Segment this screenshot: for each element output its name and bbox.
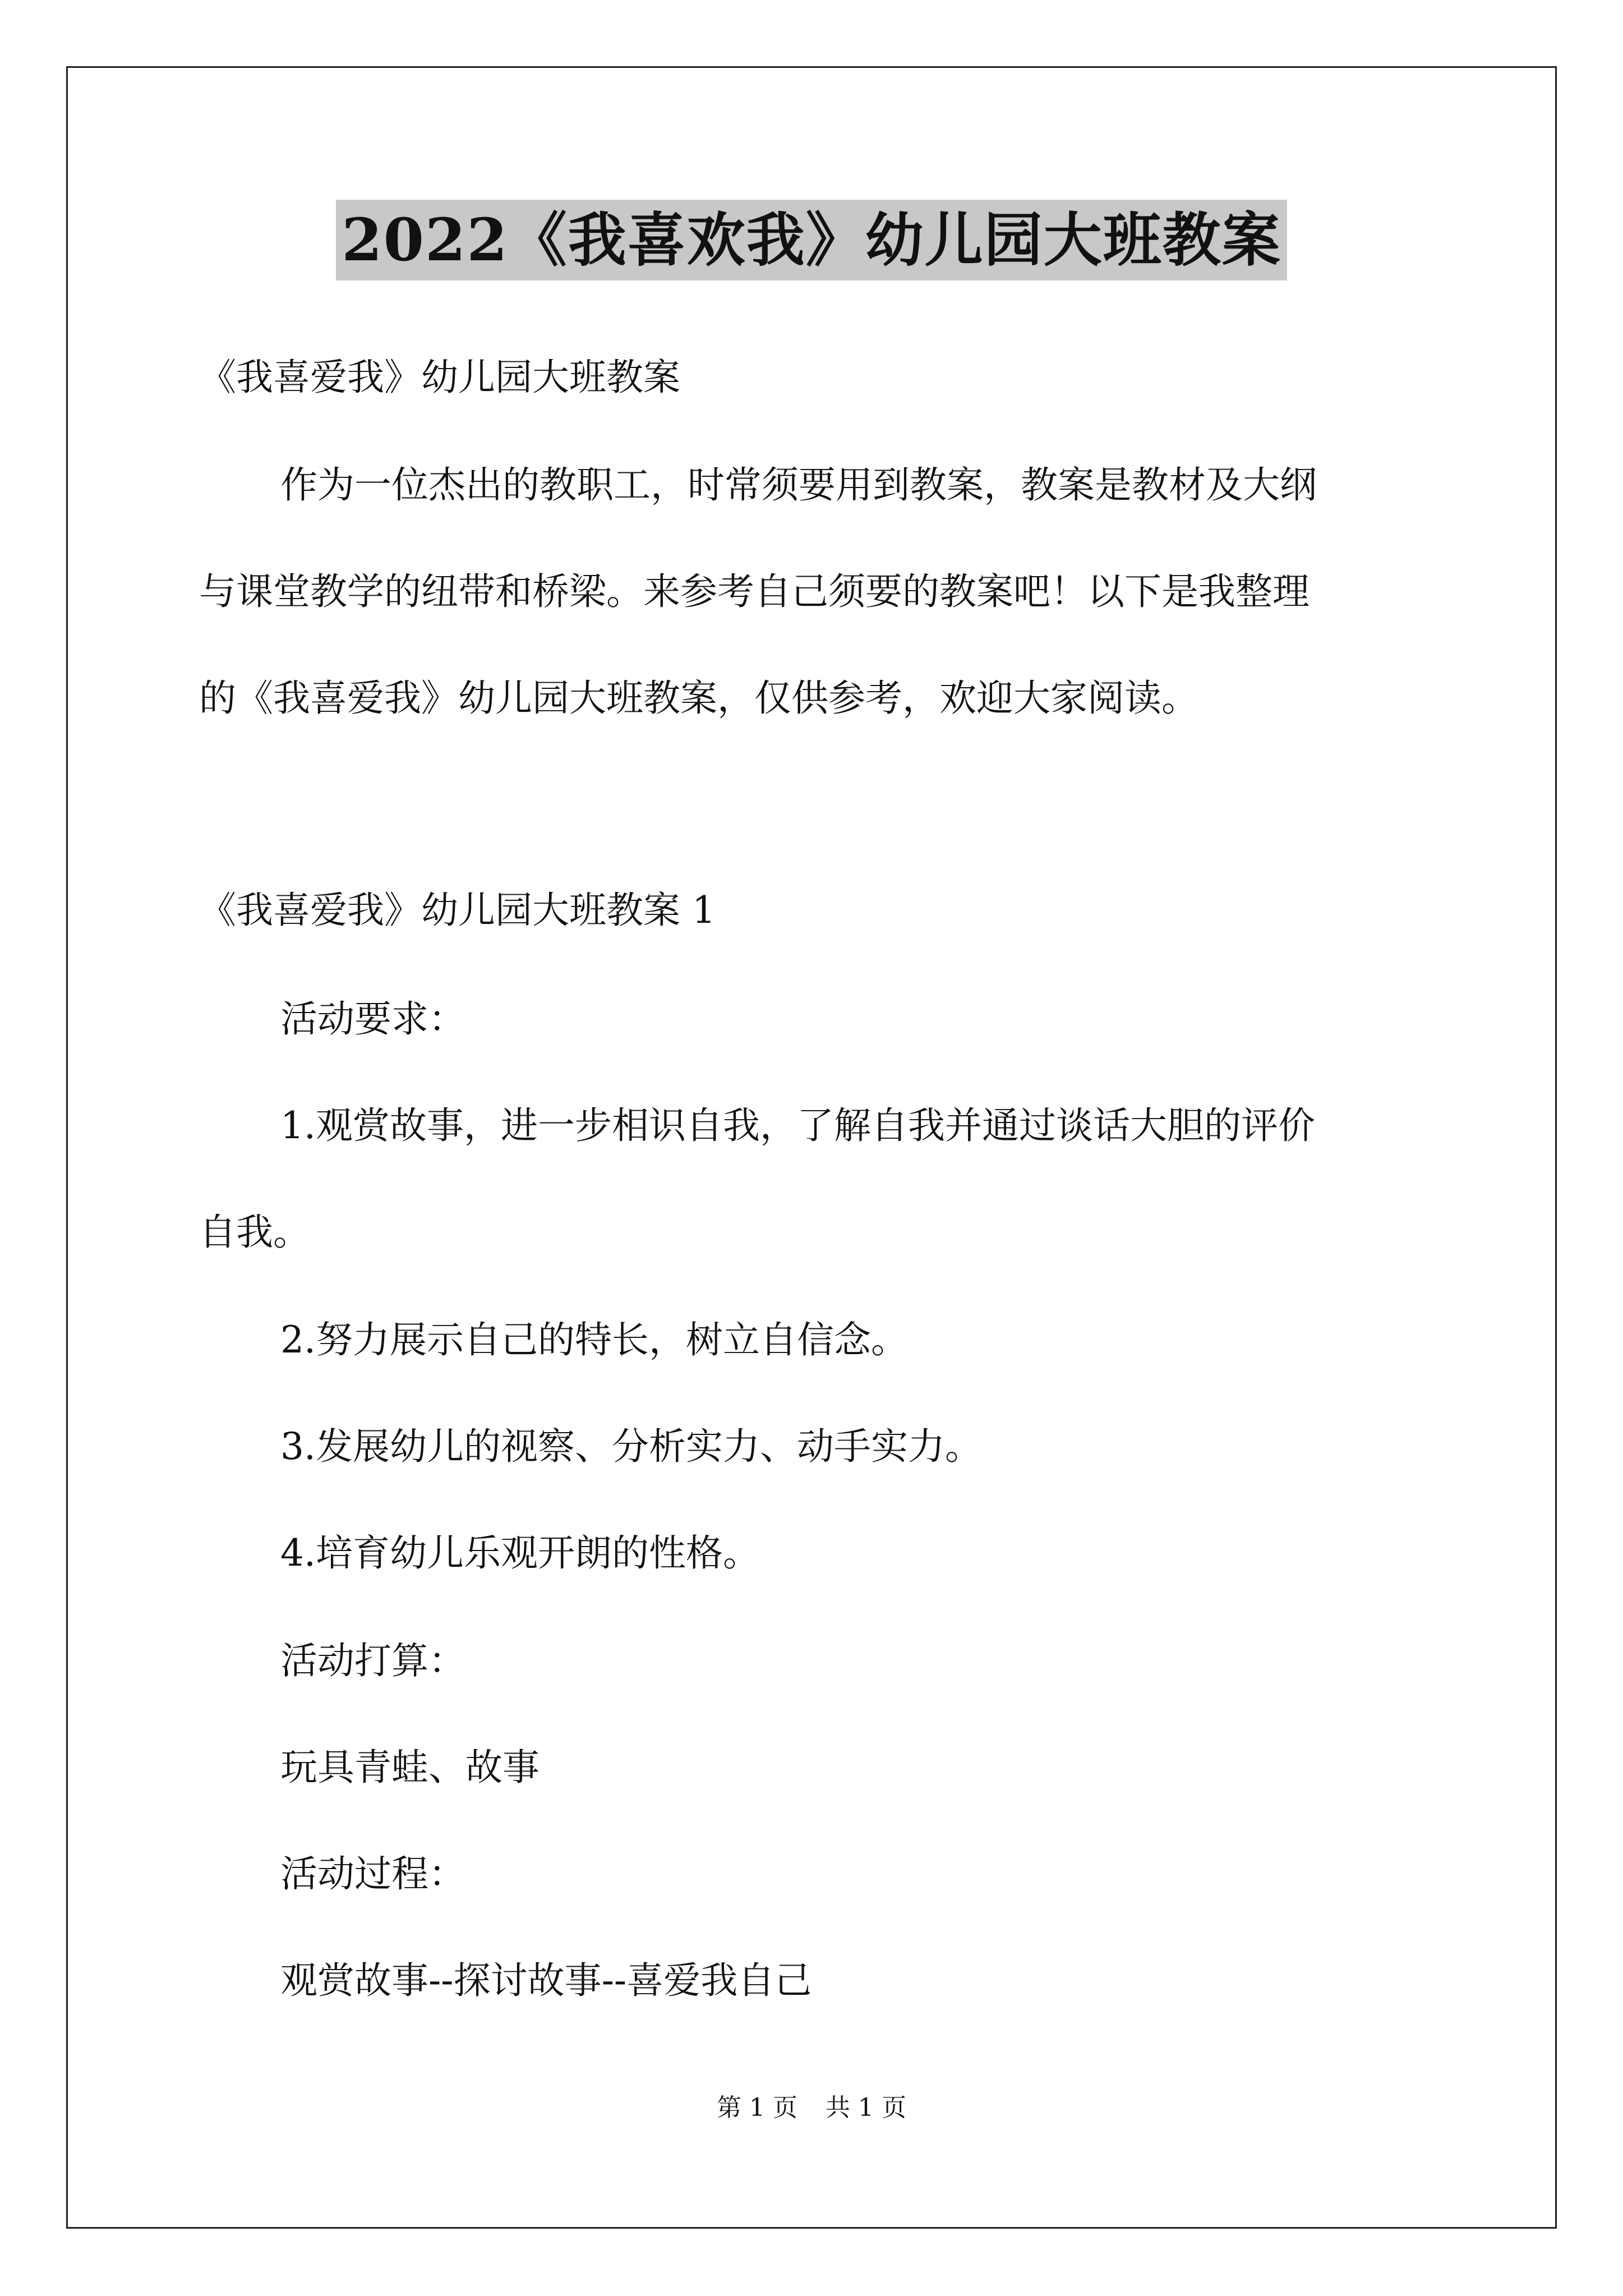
process-steps: 观赏故事--探讨故事--喜爱我自己 — [280, 1959, 812, 2002]
requirement-1-line-2: 自我。 — [199, 1211, 310, 1254]
page-number: 第 1 页 — [717, 2093, 797, 2122]
intro-line-2: 与课堂教学的纽带和桥梁。来参考自己须要的教案吧！以下是我整理 — [199, 570, 1310, 613]
requirements-label: 活动要求： — [280, 997, 465, 1041]
page-footer — [0, 2091, 1623, 2125]
title-container — [0, 200, 1623, 280]
intro-line-1: 作为一位杰出的教职工，时常须要用到教案，教案是教材及大纲 — [280, 463, 1317, 507]
requirement-4: 4.培育幼儿乐观开朗的性格。 — [280, 1531, 760, 1575]
document-title: 2022《我喜欢我》幼儿园大班教案 — [336, 200, 1287, 280]
intro-line-3: 的《我喜爱我》幼儿园大班教案，仅供参考，欢迎大家阅读。 — [199, 677, 1198, 720]
requirement-1-line-1: 1.观赏故事，进一步相识自我，了解自我并通过谈话大胆的评价 — [280, 1104, 1315, 1147]
preparation-items: 玩具青蛙、故事 — [280, 1746, 540, 1789]
requirement-2: 2.努力展示自己的特长，树立自信念。 — [280, 1318, 908, 1361]
requirement-3: 3.发展幼儿的视察、分析实力、动手实力。 — [280, 1425, 982, 1468]
process-label: 活动过程： — [280, 1852, 465, 1895]
preparation-label: 活动打算： — [280, 1639, 465, 1682]
page-total: 共 1 页 — [826, 2093, 906, 2122]
section-heading: 《我喜爱我》幼儿园大班教案 1 — [199, 889, 716, 932]
subtitle: 《我喜爱我》幼儿园大班教案 — [199, 356, 680, 399]
